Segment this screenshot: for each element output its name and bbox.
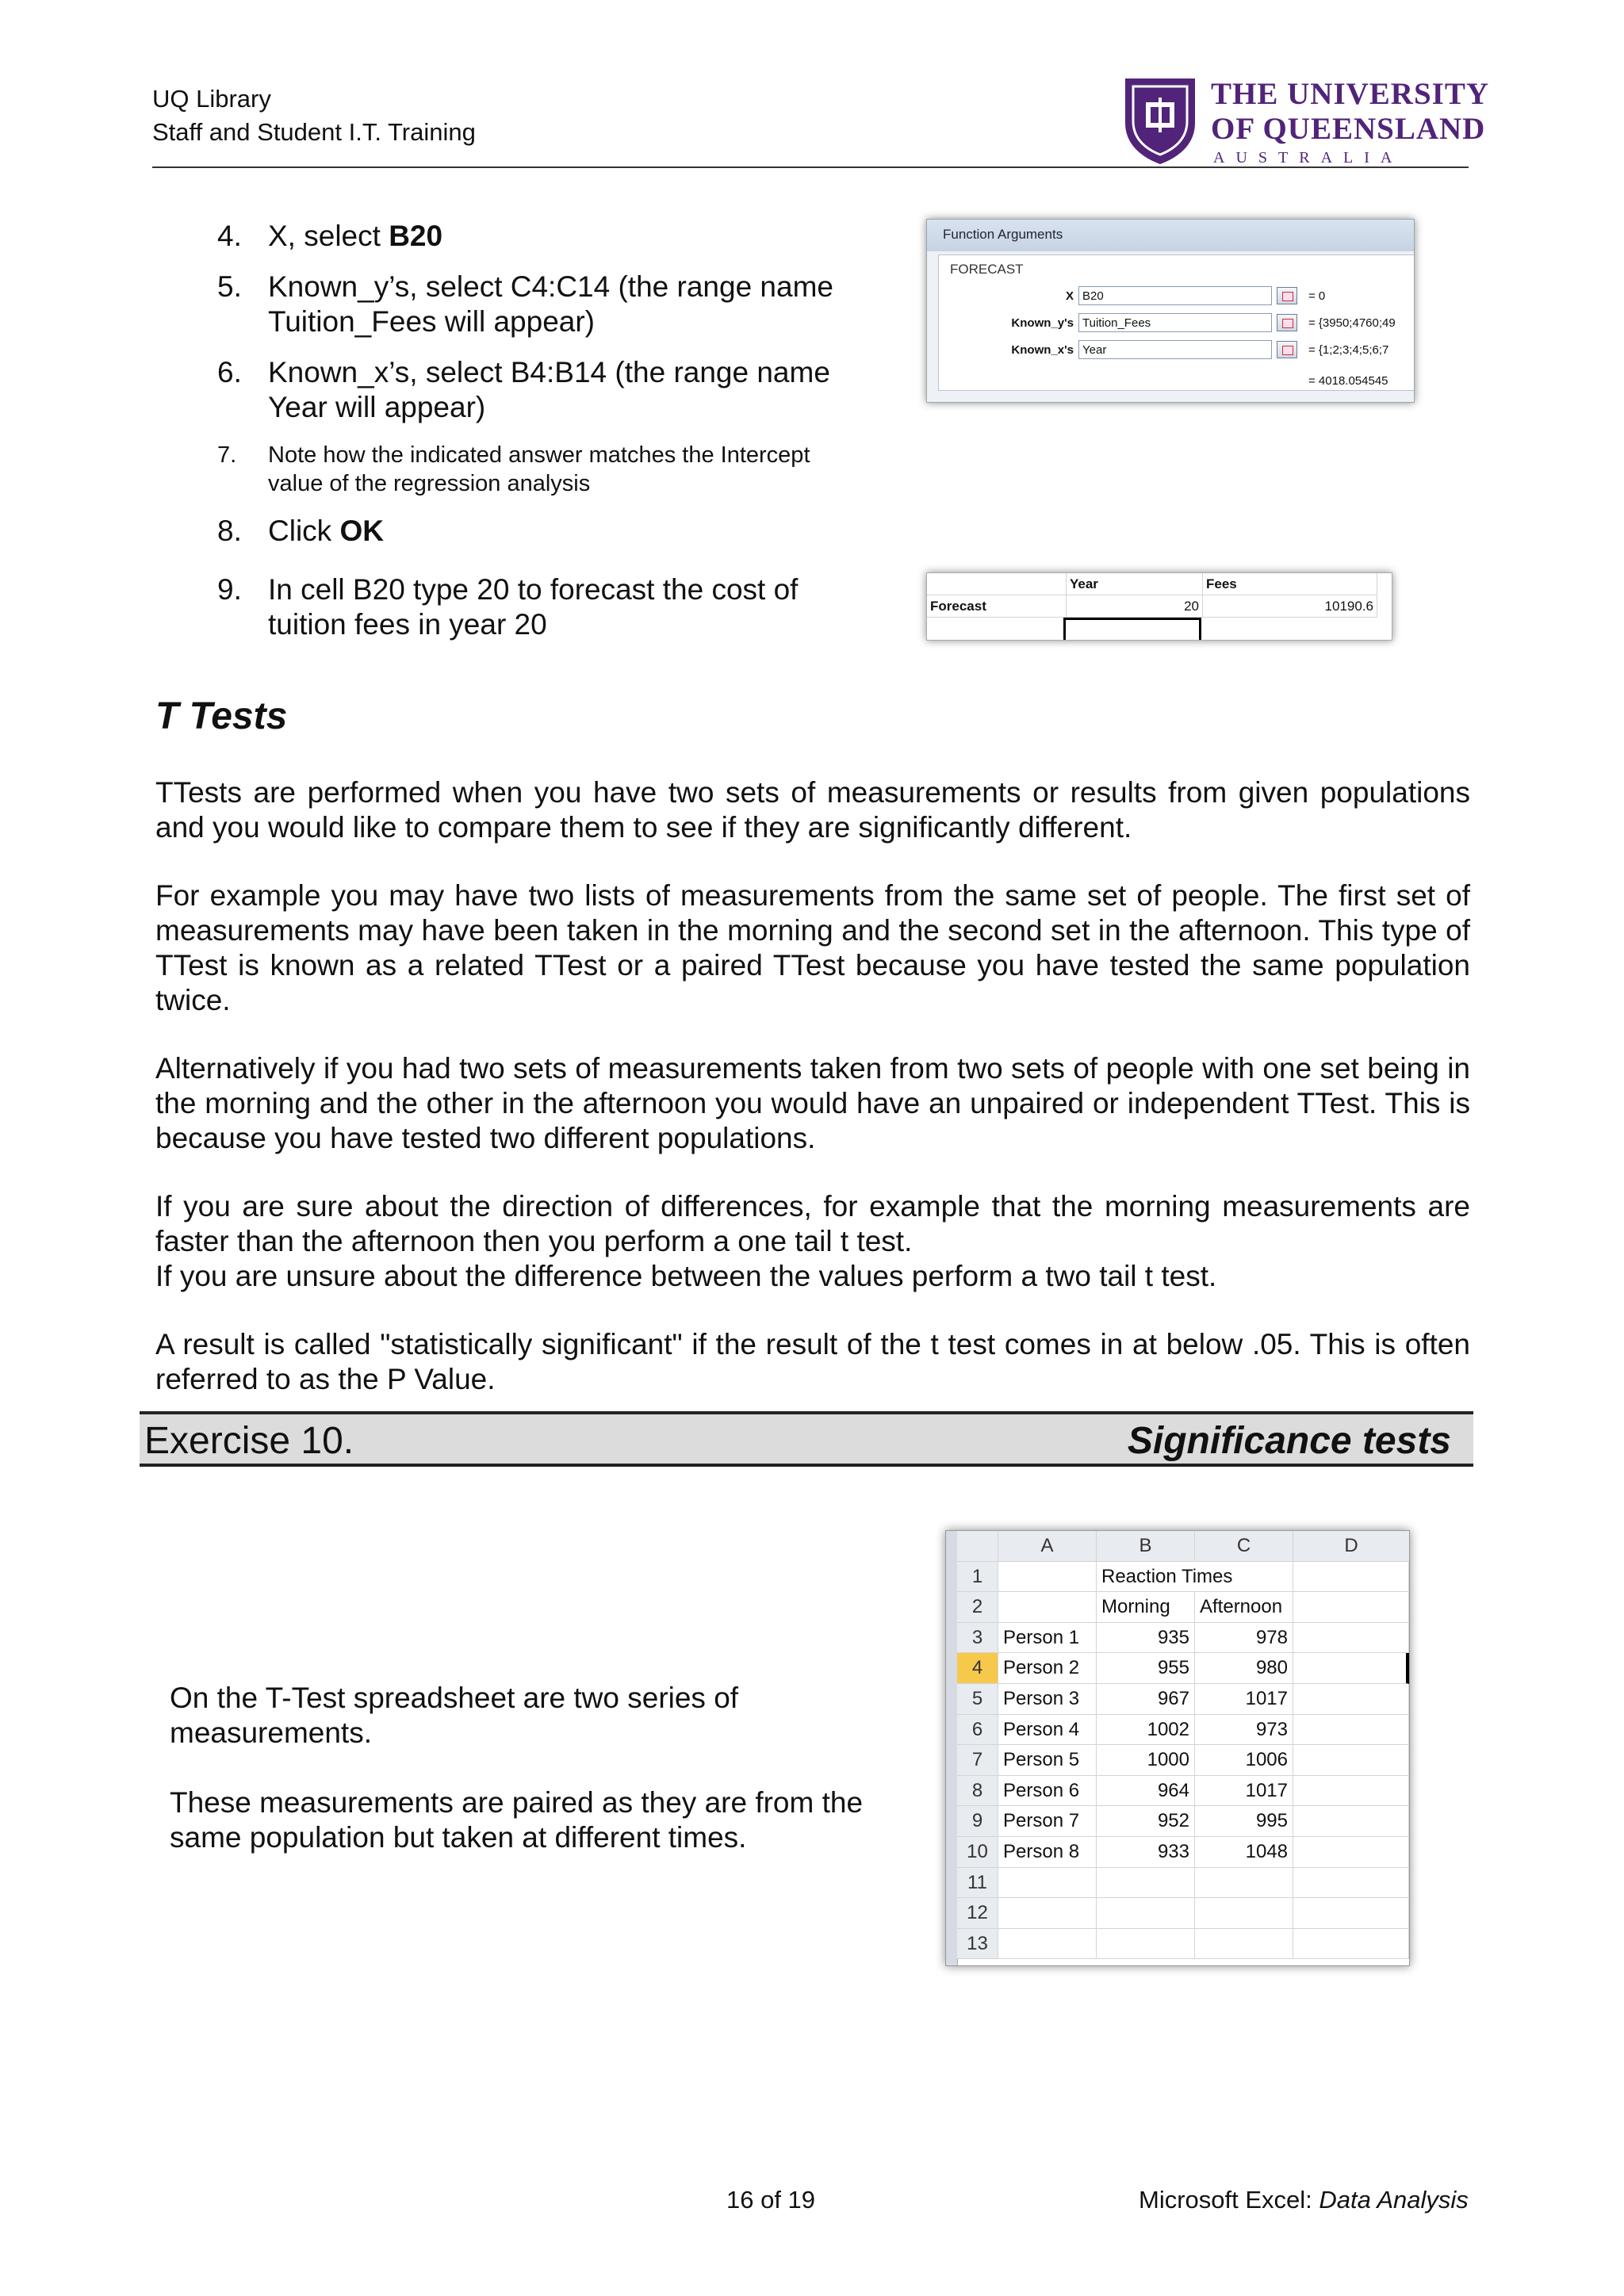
cell-a2[interactable] — [998, 1592, 1097, 1623]
step-6 — [217, 355, 868, 425]
cell-empty[interactable] — [998, 1929, 1097, 1960]
cell-d7[interactable] — [1293, 1745, 1409, 1776]
table-row-name[interactable]: Person 3 — [998, 1684, 1097, 1715]
row-header[interactable]: 2 — [957, 1592, 998, 1623]
step-text: Known_y’s, select C4:C14 (the range name Tuition_Fees will appear) — [268, 270, 833, 338]
row-header[interactable]: 12 — [957, 1898, 998, 1929]
table-row-name[interactable]: Person 4 — [998, 1715, 1097, 1746]
arg-label: Known_y's — [1011, 316, 1074, 330]
table-row-morning[interactable]: 935 — [1097, 1623, 1195, 1654]
logo-line-2: OF QUEENSLAND — [1211, 112, 1486, 146]
active-cell-border — [1063, 618, 1201, 641]
row-header[interactable]: 6 — [957, 1715, 998, 1746]
column-header-b[interactable]: B — [1097, 1531, 1195, 1562]
arg-label: Known_x's — [1011, 343, 1074, 357]
column-header-c[interactable]: C — [1195, 1531, 1293, 1562]
arg-known-xs-input[interactable]: Year — [1078, 340, 1272, 359]
cell-d2[interactable] — [1293, 1592, 1409, 1623]
step-8 — [217, 514, 868, 549]
cell-c2[interactable]: Afternoon — [1195, 1592, 1293, 1623]
cell-empty[interactable] — [1293, 1898, 1409, 1929]
step-number: 5. — [217, 270, 242, 303]
arg-result: = 0 — [1308, 289, 1326, 303]
cell-b1[interactable]: Reaction Times — [1097, 1562, 1293, 1593]
table-row-morning[interactable]: 955 — [1097, 1653, 1195, 1684]
cell-empty[interactable] — [1293, 1868, 1409, 1899]
paragraph: On the T-Test spreadsheet are two series of measurements. — [170, 1682, 739, 1749]
table-row-afternoon[interactable]: 1048 — [1195, 1837, 1293, 1868]
row-header[interactable]: 8 — [957, 1776, 998, 1807]
table-row-afternoon[interactable]: 978 — [1195, 1623, 1293, 1654]
collapse-dialog-icon[interactable] — [1277, 341, 1297, 358]
forecast-sheet — [926, 572, 1392, 641]
row-header[interactable]: 9 — [957, 1806, 998, 1837]
table-row-afternoon[interactable]: 1017 — [1195, 1684, 1293, 1715]
step-9 — [217, 572, 868, 642]
column-header-d[interactable]: D — [1293, 1531, 1410, 1562]
dialog-function-name: FORECAST — [950, 262, 1024, 277]
uq-crest-icon — [1122, 75, 1198, 167]
cell-forecast-label: Forecast — [927, 595, 1067, 618]
section-heading: T Tests — [155, 695, 288, 737]
cell-empty[interactable] — [1293, 1929, 1409, 1960]
arg-row-known-ys — [939, 312, 1415, 335]
table-row-name[interactable]: Person 1 — [998, 1623, 1097, 1654]
cell-blank — [927, 573, 1067, 595]
collapse-dialog-icon[interactable] — [1277, 314, 1297, 331]
logo-line-1: THE UNIVERSITY — [1211, 77, 1490, 111]
arg-known-ys-input[interactable]: Tuition_Fees — [1078, 313, 1272, 332]
dialog-answer: = 4018.054545 — [1308, 374, 1388, 388]
cell-year-value: 20 — [1067, 595, 1203, 618]
arg-row-known-xs — [939, 339, 1415, 362]
step-5 — [217, 270, 868, 339]
row-header[interactable]: 4 — [957, 1653, 998, 1684]
table-row-morning[interactable]: 964 — [1097, 1776, 1195, 1807]
row-header[interactable]: 13 — [957, 1929, 998, 1960]
dialog-title: Function Arguments — [927, 220, 1414, 251]
step-text: X, select B20 — [268, 220, 443, 252]
table-row-name[interactable]: Person 8 — [998, 1837, 1097, 1868]
cell-empty[interactable] — [1097, 1868, 1195, 1899]
active-cell-d4[interactable] — [1293, 1653, 1409, 1684]
step-text: Click OK — [268, 515, 384, 547]
header-library: UQ Library — [152, 85, 271, 113]
step-number: 8. — [217, 515, 242, 547]
cell-empty[interactable] — [998, 1868, 1097, 1899]
dialog-body — [938, 254, 1415, 391]
table-row-afternoon[interactable]: 995 — [1195, 1806, 1293, 1837]
row-header[interactable]: 5 — [957, 1684, 998, 1715]
cell-empty[interactable] — [1195, 1929, 1293, 1960]
step-text: Note how the indicated answer matches the Intercept value of the regression analysis — [268, 442, 810, 496]
row-header[interactable]: 7 — [957, 1745, 998, 1776]
row-header[interactable]: 1 — [957, 1562, 998, 1593]
cell-d9[interactable] — [1293, 1806, 1409, 1837]
cell-fees-header: Fees — [1203, 573, 1377, 595]
cell-d3[interactable] — [1293, 1623, 1409, 1654]
row-header[interactable]: 11 — [957, 1868, 998, 1899]
paragraph: Alternatively if you had two sets of measurements taken from two sets of people with one set being in the morning and the other in the afternoon you would have an unpaired or independent TTest. This is because you have tested two different populations. — [155, 1052, 1470, 1154]
arg-label: X — [1065, 289, 1074, 303]
step-number: 9. — [217, 573, 242, 606]
reaction-times-sheet — [945, 1530, 1410, 1966]
step-text: Known_x’s, select B4:B14 (the range name Year will appear) — [268, 356, 830, 423]
exercise-title: Significance tests — [1127, 1420, 1451, 1462]
cell-year-header: Year — [1067, 573, 1203, 595]
cell-empty[interactable] — [998, 1898, 1097, 1929]
cell-d8[interactable] — [1293, 1776, 1409, 1807]
paragraph: TTests are performed when you have two sets of measurements or results from given populations and you would like to compare them to see if they are significantly different. — [155, 776, 1470, 844]
table-row-afternoon[interactable]: 1006 — [1195, 1745, 1293, 1776]
header-training: Staff and Student I.T. Training — [152, 118, 476, 146]
table-row-morning[interactable]: 933 — [1097, 1837, 1195, 1868]
cell-d10[interactable] — [1293, 1837, 1409, 1868]
step-7 — [217, 441, 868, 498]
row-header[interactable]: 10 — [957, 1837, 998, 1868]
paragraph: For example you may have two lists of measurements from the same set of people. The first set of measurements may have been taken in the morning and the second set in the afternoon. This type of TTest is known as a related TTest or a paired TTest because you have tested the same population twice. — [155, 879, 1470, 1016]
select-all-corner[interactable] — [957, 1531, 998, 1562]
logo-line-3: AUSTRALIA — [1213, 149, 1404, 166]
cell-empty[interactable] — [1195, 1868, 1293, 1899]
table-row-morning[interactable]: 952 — [1097, 1806, 1195, 1837]
cell-d1[interactable] — [1293, 1562, 1409, 1593]
table-row-afternoon[interactable]: 980 — [1195, 1653, 1293, 1684]
cell-empty[interactable] — [1097, 1929, 1195, 1960]
cell-b2[interactable]: Morning — [1097, 1592, 1195, 1623]
table-row-name[interactable]: Person 6 — [998, 1776, 1097, 1807]
step-number: 4. — [217, 220, 242, 252]
page-number: 16 of 19 — [726, 2186, 816, 2214]
table-row-afternoon[interactable]: 1017 — [1195, 1776, 1293, 1807]
step-4 — [217, 219, 868, 254]
cell-empty[interactable] — [1097, 1898, 1195, 1929]
header-rule — [152, 166, 1469, 168]
table-row-afternoon[interactable]: 973 — [1195, 1715, 1293, 1746]
step-text: In cell B20 type 20 to forecast the cost of tuition fees in year 20 — [268, 573, 799, 641]
arg-x-input[interactable]: B20 — [1078, 286, 1272, 305]
table-row-name[interactable]: Person 2 — [998, 1653, 1097, 1684]
exercise-label: Exercise 10. — [144, 1420, 354, 1462]
table-row-name[interactable]: Person 5 — [998, 1745, 1097, 1776]
arg-result: = {1;2;3;4;5;6;7 — [1308, 343, 1389, 357]
step-number: 7. — [217, 442, 237, 468]
arg-row-x — [939, 285, 1415, 308]
cell-d5[interactable] — [1293, 1684, 1409, 1715]
collapse-dialog-icon[interactable] — [1277, 287, 1297, 304]
step-number: 6. — [217, 356, 242, 388]
cell-d6[interactable] — [1293, 1715, 1409, 1746]
paragraph: If you are unsure about the difference between the values perform a two tail t test. — [155, 1260, 1217, 1292]
column-header-a[interactable]: A — [998, 1531, 1097, 1562]
arg-result: = {3950;4760;49 — [1308, 316, 1396, 330]
table-row-name[interactable]: Person 7 — [998, 1806, 1097, 1837]
sheet-left-edge — [946, 1531, 958, 1965]
table-row-morning[interactable]: 967 — [1097, 1684, 1195, 1715]
cell-fees-value: 10190.6 — [1203, 595, 1377, 618]
paragraph: A result is called "statistically significant" if the result of the t test comes in at below .05. This is often referred to as the P Value. — [155, 1328, 1470, 1395]
table-row-morning[interactable]: 1002 — [1097, 1715, 1195, 1746]
paragraph: These measurements are paired as they are from the same population but taken at different times. — [170, 1786, 864, 1854]
table-row-morning[interactable]: 1000 — [1097, 1745, 1195, 1776]
paragraph: If you are sure about the direction of differences, for example that the morning measurements are faster than the afternoon then you perform a one tail t test. — [155, 1190, 1470, 1257]
cell-a1[interactable] — [998, 1562, 1097, 1593]
exercise-band — [140, 1411, 1473, 1467]
row-header[interactable]: 3 — [957, 1623, 998, 1654]
doc-title: Microsoft Excel: Data Analysis — [1139, 2186, 1469, 2214]
cell-empty[interactable] — [1195, 1898, 1293, 1929]
function-arguments-dialog — [926, 219, 1415, 403]
